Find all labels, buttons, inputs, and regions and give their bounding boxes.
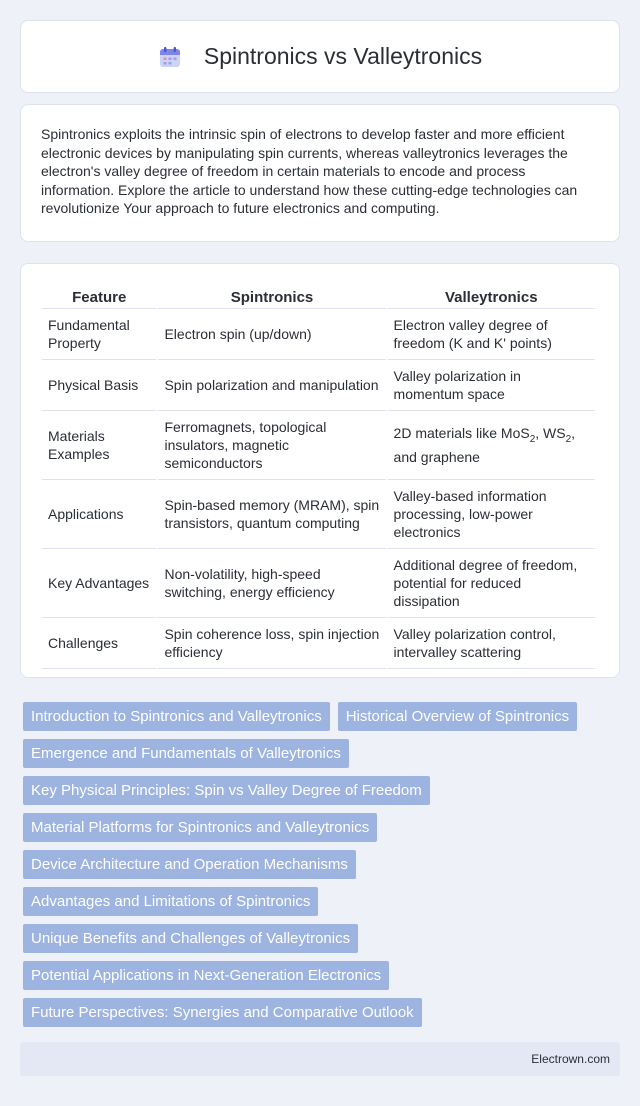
topic-tags <box>23 702 623 1035</box>
cell-valleytronics: Valley-based information processing, low-power electronics <box>388 480 595 549</box>
cell-feature: Fundamental Property <box>42 309 156 360</box>
title-card <box>20 20 620 93</box>
topic-link[interactable]: Unique Benefits and Challenges of Valleytronics <box>23 924 358 953</box>
topic-link[interactable]: Introduction to Spintronics and Valleytronics <box>23 702 330 731</box>
intro-card <box>20 104 620 242</box>
table-row <box>42 411 595 480</box>
table-row <box>42 309 595 360</box>
footer-site-link[interactable]: Electrown.com <box>531 1052 610 1066</box>
cell-valleytronics: Valley polarization in momentum space <box>388 360 595 411</box>
cell-spintronics: Spin polarization and manipulation <box>158 360 385 411</box>
cell-valleytronics: Valley polarization control, intervalley scattering <box>388 618 595 669</box>
cell-valleytronics <box>388 411 595 480</box>
cell-spintronics: Non-volatility, high-speed switching, energy efficiency <box>158 549 385 618</box>
table-row <box>42 618 595 669</box>
header-valleytronics: Valleytronics <box>388 284 595 309</box>
table-header-row <box>42 284 595 309</box>
calendar-icon <box>158 45 182 69</box>
table-row <box>42 360 595 411</box>
cell-feature: Materials Examples <box>42 411 156 480</box>
topic-link[interactable]: Emergence and Fundamentals of Valleytronics <box>23 739 349 768</box>
materials-text: 2D materials like MoS$_2$, $WS_2$, and graphene <box>393 424 576 466</box>
table-row <box>42 549 595 618</box>
footer <box>20 1042 620 1076</box>
topic-link[interactable]: Advantages and Limitations of Spintronics <box>23 887 318 916</box>
comparison-table-card <box>20 263 620 678</box>
comparison-table <box>40 284 597 669</box>
topic-link[interactable]: Device Architecture and Operation Mechanisms <box>23 850 356 879</box>
header-spintronics: Spintronics <box>158 284 385 309</box>
topic-link[interactable]: Key Physical Principles: Spin vs Valley Degree of Freedom <box>23 776 430 805</box>
topic-link[interactable]: Historical Overview of Spintronics <box>338 702 577 731</box>
cell-spintronics: Ferromagnets, topological insulators, magnetic semiconductors <box>158 411 385 480</box>
cell-valleytronics: Electron valley degree of freedom (K and K' points) <box>388 309 595 360</box>
page-title: Spintronics vs Valleytronics <box>203 43 483 69</box>
topic-link[interactable]: Material Platforms for Spintronics and Valleytronics <box>23 813 377 842</box>
cell-feature: Applications <box>42 480 156 549</box>
header-feature: Feature <box>42 284 156 309</box>
cell-spintronics: Spin-based memory (MRAM), spin transistors, quantum computing <box>158 480 385 549</box>
cell-valleytronics: Additional degree of freedom, potential for reduced dissipation <box>388 549 595 618</box>
cell-spintronics: Spin coherence loss, spin injection efficiency <box>158 618 385 669</box>
intro-text: Spintronics exploits the intrinsic spin of electrons to develop faster and more efficient electronic devices by manipulating spin currents, whereas valleytronics leverages the electron's valley degree of freedom in certain materials to encode and process information. Explore the article to understand how these cutting-edge technologies can revolutionize Your approach to future electronics and computing. <box>41 126 578 216</box>
topic-link[interactable]: Potential Applications in Next-Generation Electronics <box>23 961 389 990</box>
cell-spintronics: Electron spin (up/down) <box>158 309 385 360</box>
cell-feature: Key Advantages <box>42 549 156 618</box>
table-row <box>42 480 595 549</box>
cell-feature: Challenges <box>42 618 156 669</box>
cell-feature: Physical Basis <box>42 360 156 411</box>
topic-link[interactable]: Future Perspectives: Synergies and Comparative Outlook <box>23 998 422 1027</box>
